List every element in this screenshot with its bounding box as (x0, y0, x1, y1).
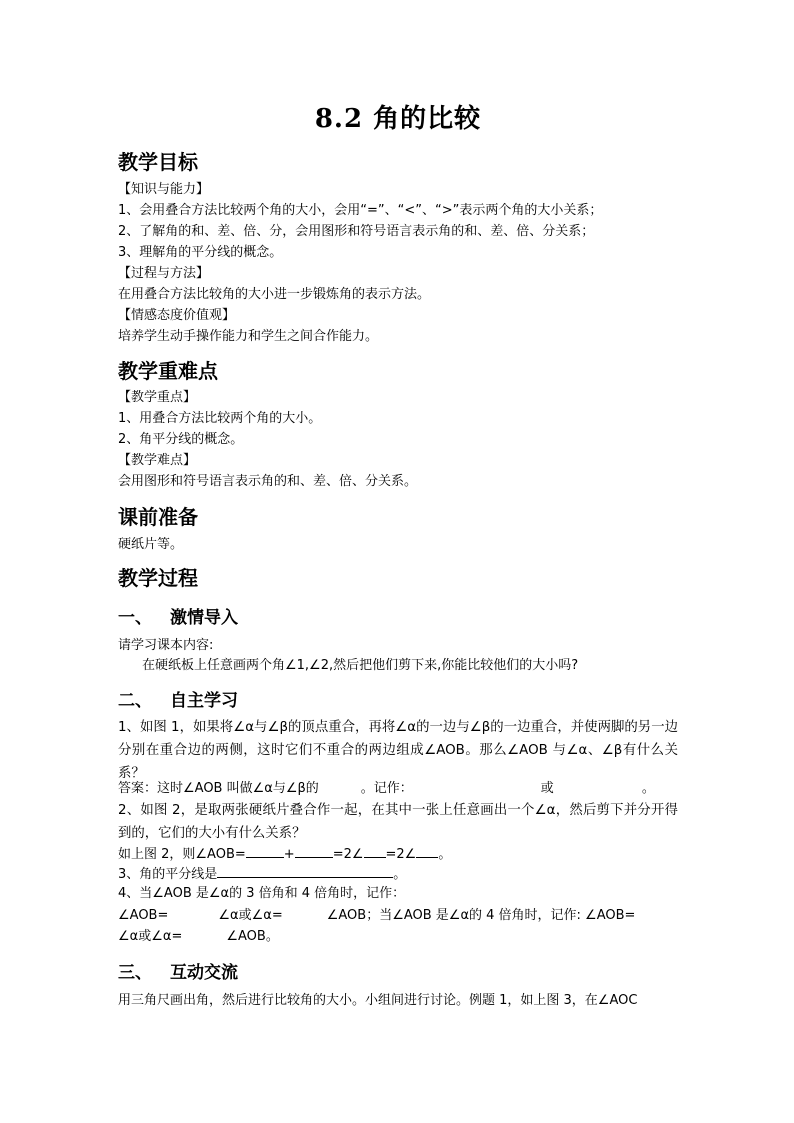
answer-2-prefix: 如上图 2，则∠AOB= (118, 847, 246, 862)
knowledge-item-2: 2、了解角的和、差、倍、分，会用图形和符号语言表示角的和、差、倍、分关系； (118, 224, 595, 239)
knowledge-item-1: 1、会用叠合方法比较两个角的大小，会用“=”、“<”、“>”表示两个角的大小关系； (118, 203, 603, 218)
emotion-text: 培养学生动手操作能力和学生之间合作能力。 (118, 329, 379, 344)
answer-2-end: 。 (438, 847, 452, 862)
subsection-title-3: 互动交流 (170, 963, 238, 983)
knowledge-label: 【知识与能力】 (118, 182, 210, 197)
subsection-title-1: 激情导入 (170, 608, 238, 628)
answer-2-eq2: =2∠ (385, 847, 417, 862)
question-2: 2、如图 2，是取两张硬纸片叠合作一起，在其中一张上任意画出一个∠α，然后剪下并分开得到的，它们的大小有什么关系？ (118, 803, 678, 841)
question-4-l2-b: ∠α或∠α= (218, 908, 283, 923)
part3-text: 用三角尺画出角，然后进行比较角的大小。小组间进行讨论。例题 1，如上图 3，在∠AOC (118, 993, 638, 1008)
subsection-title-2: 自主学习 (170, 691, 238, 711)
answer-1-or: 或 (540, 781, 554, 796)
process-label: 【过程与方法】 (118, 266, 210, 281)
emotion-label: 【情感态度价值观】 (118, 308, 236, 323)
part1-line-1: 请学习课本内容: (118, 638, 214, 653)
answer-2-blank-3 (364, 843, 386, 858)
preparation-text: 硬纸片等。 (118, 537, 184, 552)
question-4-l2-c: ∠AOB；当∠AOB 是∠α的 4 倍角时，记作: ∠AOB= (326, 908, 636, 923)
question-3-prefix: 3、角的平分线是 (118, 867, 218, 882)
part1-line-2: 在硬纸板上任意画两个角∠1,∠2,然后把他们剪下来,你能比较他们的大小吗? (142, 658, 579, 673)
focus-item-2: 2、角平分线的概念。 (118, 432, 244, 447)
question-3-end: 。 (393, 867, 407, 882)
question-3 (118, 863, 406, 885)
question-4-line-3 (118, 927, 279, 947)
answer-1-mid: 。记作： (360, 781, 413, 796)
answer-2-blank-1 (246, 843, 284, 858)
focus-label: 【教学重点】 (118, 390, 197, 405)
question-4-l3-b: ∠AOB。 (226, 929, 279, 944)
answer-2-eq1: =2∠ (332, 847, 364, 862)
answer-1 (118, 779, 655, 799)
section-heading-preparation: 课前准备 (118, 505, 198, 529)
subsection-heading-1 (118, 603, 238, 628)
answer-2 (118, 843, 451, 865)
answer-2-blank-4 (416, 843, 438, 858)
section-heading-goals: 教学目标 (118, 150, 198, 174)
difficulty-label: 【教学难点】 (118, 453, 197, 468)
section-heading-process: 教学过程 (118, 566, 198, 590)
answer-1-end: 。 (641, 781, 655, 796)
question-4-line-2 (118, 906, 635, 926)
subsection-number-2: 二、 (118, 691, 152, 711)
knowledge-item-3: 3、理解角的平分线的概念。 (118, 245, 283, 260)
page-title: 8.2 角的比较 (314, 104, 482, 134)
subsection-heading-3 (118, 958, 238, 983)
answer-2-plus: + (283, 847, 295, 862)
section-heading-key-points: 教学重难点 (118, 359, 218, 383)
answer-1-prefix: 答案：这时∠AOB 叫做∠α与∠β的 (118, 781, 319, 796)
subsection-number-3: 三、 (118, 963, 152, 983)
answer-2-blank-2 (295, 843, 333, 858)
question-1: 1、如图 1，如果将∠α与∠β的顶点重合，再将∠α的一边与∠β的一边重合，并使两脚的另一边分别在重合边的两侧，这时它们不重合的两边组成∠AOB。那么∠AOB 与∠α、∠β有什么关系？ (118, 720, 678, 781)
question-4-l2-a: ∠AOB= (118, 908, 169, 923)
focus-item-1: 1、用叠合方法比较两个角的大小。 (118, 411, 322, 426)
question-4-line-1: 4、当∠AOB 是∠α的 3 倍角和 4 倍角时，记作： (118, 886, 406, 901)
question-4-l3-a: ∠α或∠α= (118, 929, 183, 944)
subsection-heading-2 (118, 686, 238, 711)
subsection-number-1: 一、 (118, 608, 152, 628)
process-text: 在用叠合方法比较角的大小进一步锻炼角的表示方法。 (118, 287, 431, 302)
question-3-blank (217, 863, 393, 878)
difficulty-text: 会用图形和符号语言表示角的和、差、倍、分关系。 (118, 474, 418, 489)
